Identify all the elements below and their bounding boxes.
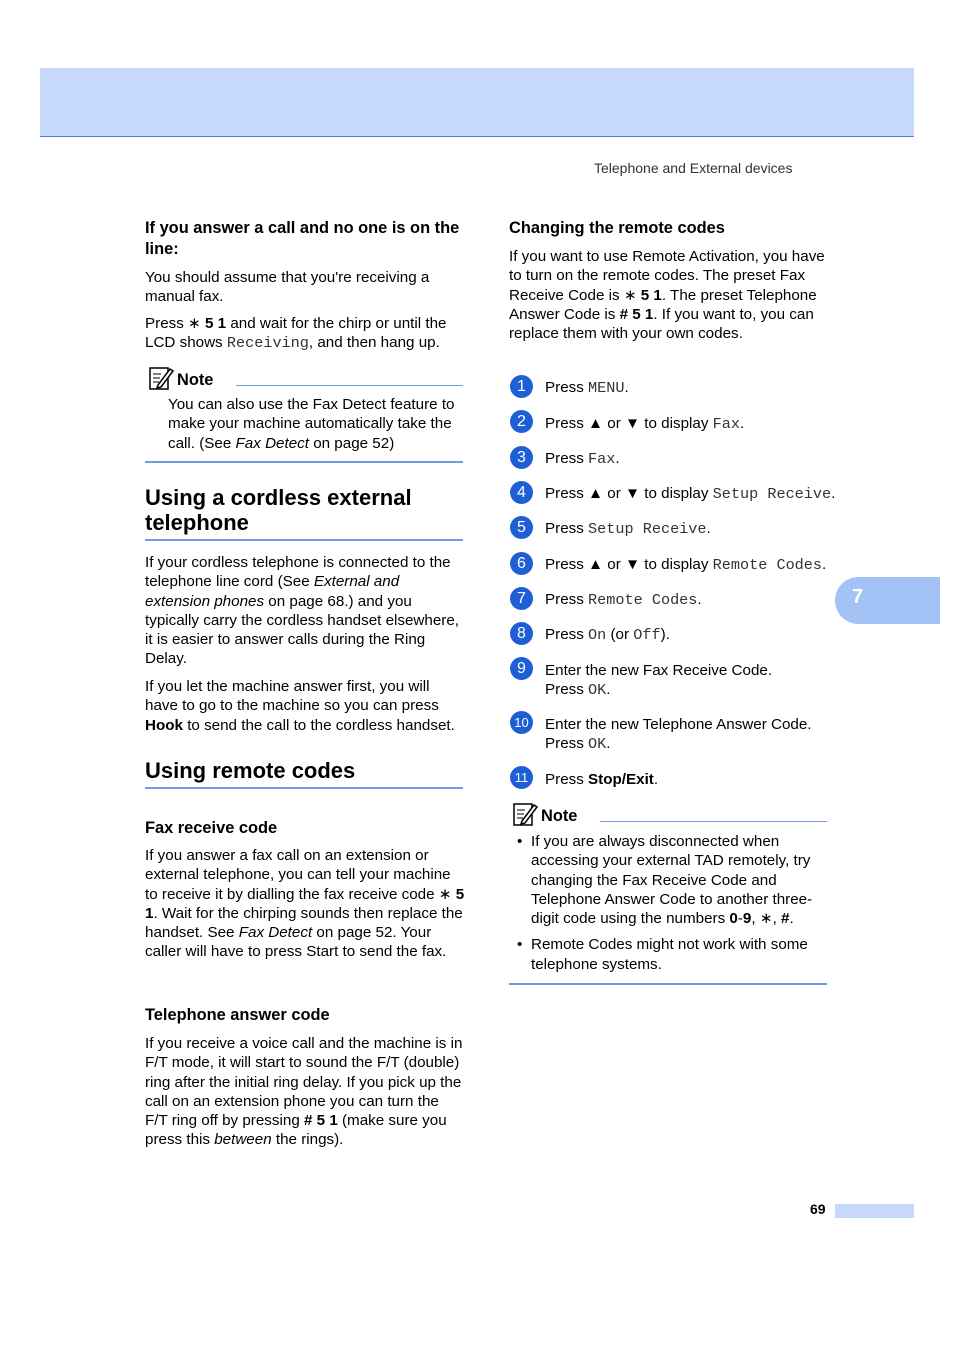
note-bullet-2: • Remote Codes might not work with some telephone systems. <box>509 935 831 974</box>
running-header: Telephone and External devices <box>594 160 793 176</box>
step-number-10: 10 <box>510 711 533 734</box>
note-body: You can also use the Fax Detect feature to make your machine automatically take the call. (See Fax Detect on page 52) <box>168 396 455 452</box>
lcd-text: Receiving <box>226 334 309 353</box>
step-number-5: 5 <box>510 516 533 539</box>
step-number-7: 7 <box>510 587 533 610</box>
fax-receive-code-heading: Fax receive code <box>145 819 278 837</box>
telephone-answer-code-heading: Telephone answer code <box>145 1006 330 1024</box>
note-rule <box>600 821 827 822</box>
changing-codes-paragraph: If you want to use Remote Activation, you have to turn on the remote codes. The preset Fax Receive Code is ∗ 5 1. The preset Telephone Answer Code is # 5 1. If you want to, you can replace them with your own codes. <box>509 248 825 343</box>
note-end-rule <box>509 983 827 985</box>
step-number-9: 9 <box>510 657 533 680</box>
step-1-text: Press MENU. <box>545 379 629 397</box>
cordless-paragraph-1: If your cordless telephone is connected to the telephone line cord (See External and extension phones on page 68.) and you typically carry the cordless handset elsewhere, it is easier to answer calls during the Ring Delay. <box>145 554 460 668</box>
step-number-8: 8 <box>510 622 533 645</box>
step-4-text: Press ▲ or ▼ to display Setup Receive. <box>545 485 836 503</box>
note-title: Note <box>177 371 214 389</box>
heading-rule <box>145 787 463 789</box>
header-band <box>40 68 914 137</box>
answer-paragraph-1: You should assume that you're receiving a manual fax. <box>145 269 430 306</box>
step-number-6: 6 <box>510 552 533 575</box>
answer-heading: If you answer a call and no one is on the line: <box>145 219 460 258</box>
step-number-1: 1 <box>510 375 533 398</box>
step-9-text: Enter the new Fax Receive Code. Press OK. <box>545 662 773 700</box>
note-bullets <box>509 832 831 981</box>
note-bullet-1: • If you are always disconnected when accessing your external TAD remotely, try changing the Fax Receive Code and Telephone Answer Code to another three-digit code using the numbers 0-9, ∗, #. <box>509 832 831 928</box>
step-11-text: Press Stop/Exit. <box>545 771 659 788</box>
note-pencil-icon <box>148 365 174 396</box>
page-number: 69 <box>810 1201 826 1217</box>
step-2-text: Press ▲ or ▼ to display Fax. <box>545 415 745 433</box>
heading-rule <box>145 539 463 541</box>
step-5-text: Press Setup Receive. <box>545 520 711 538</box>
note-title: Note <box>541 807 578 825</box>
step-number-11: 11 <box>510 766 533 789</box>
step-6-text: Press ▲ or ▼ to display Remote Codes. <box>545 556 827 574</box>
step-3-text: Press Fax. <box>545 450 620 468</box>
chapter-number: 7 <box>852 586 864 608</box>
step-number-2: 2 <box>510 410 533 433</box>
step-10-text: Enter the new Telephone Answer Code. Press OK. <box>545 716 812 754</box>
fax-receive-code-paragraph: If you answer a fax call on an extension or external telephone, you can tell your machine to receive it by dialling the fax receive code ∗ 5 1. Wait for the chirping sounds then replace the handset. See Fax Detect on page 52. Your caller will have to press Start to send the fax. <box>145 847 465 961</box>
cordless-heading: Using a cordless external telephone <box>145 485 412 535</box>
telephone-answer-code-paragraph: If you receive a voice call and the machine is in F/T mode, it will start to sound the F/T (double) ring after the initial ring delay. If you pick up the call on an extension phone you can turn the F/T ring off by pressing # 5 1 (make sure you press this between the rings). <box>145 1035 463 1149</box>
step-number-4: 4 <box>510 481 533 504</box>
note-end-rule <box>145 461 463 463</box>
answer-paragraph-2: Press ∗ 5 1 and wait for the chirp or until the LCD shows Receiving, and then hang up. <box>145 315 447 353</box>
note-pencil-icon <box>512 801 538 832</box>
note-rule <box>236 385 463 386</box>
step-number-3: 3 <box>510 446 533 469</box>
cordless-paragraph-2: If you let the machine answer first, you will have to go to the machine so you can press Hook to send the call to the cordless handset. <box>145 678 455 734</box>
step-7-text: Press Remote Codes. <box>545 591 702 609</box>
changing-codes-heading: Changing the remote codes <box>509 219 725 237</box>
remote-codes-heading: Using remote codes <box>145 758 356 783</box>
page-number-bar <box>835 1204 914 1218</box>
step-8-text: Press On (or Off). <box>545 626 670 644</box>
chapter-tab <box>835 577 940 624</box>
